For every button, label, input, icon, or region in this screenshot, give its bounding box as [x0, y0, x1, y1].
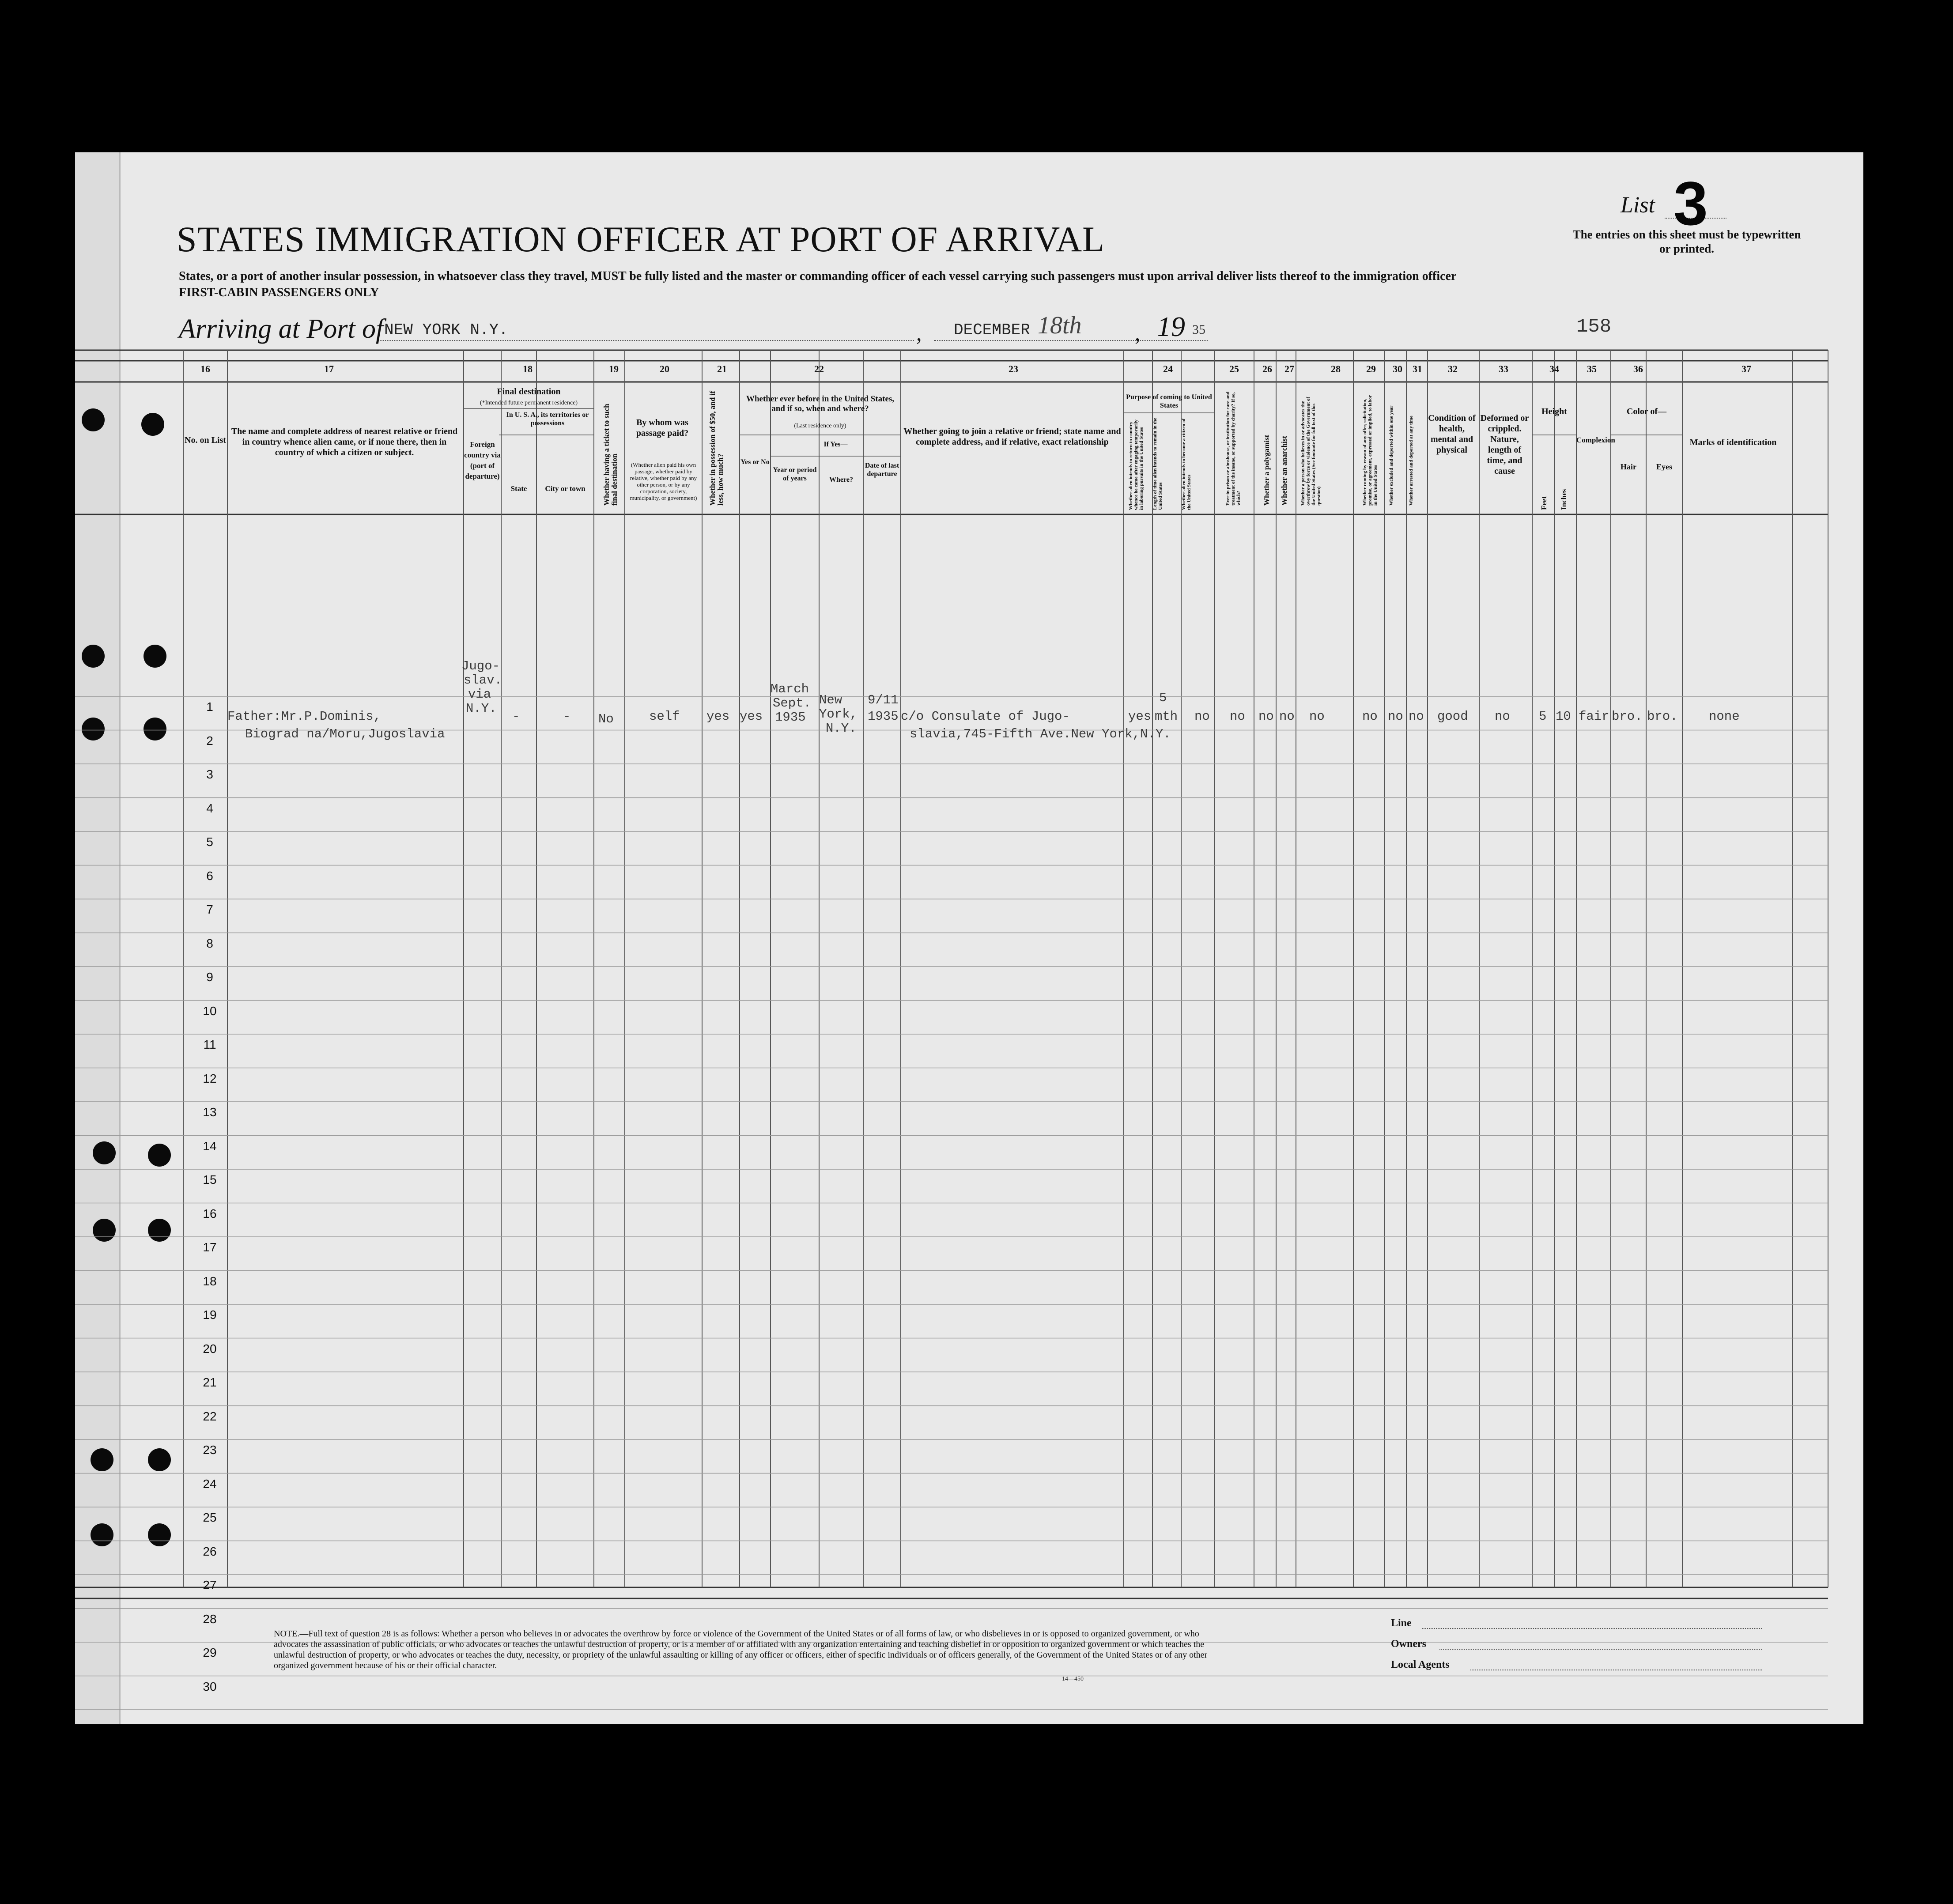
column-number: 22: [814, 363, 824, 374]
header-color-of: Color of—: [1626, 407, 1667, 416]
before-period-3: 1935: [775, 710, 806, 725]
header-hair: Hair: [1621, 462, 1636, 471]
health-value: good: [1437, 709, 1468, 724]
header-city-town: City or town: [545, 484, 586, 493]
row-number: 19: [203, 1308, 217, 1322]
possession-value: yes: [706, 709, 730, 724]
row-number: 30: [203, 1679, 217, 1693]
row-number: 11: [203, 1038, 216, 1051]
relative-address: Biograd na/Moru,Jugoslavia: [245, 727, 445, 741]
header-deported: Whether arrested and deported at any time: [1409, 416, 1414, 506]
owners-field: [1439, 1649, 1762, 1650]
header-if-yes: If Yes—: [824, 441, 848, 448]
before-period-1: March: [771, 682, 809, 696]
row-number: 10: [203, 1004, 217, 1018]
footnote-question-28: NOTE.—Full text of question 28 is as follows: Whether a person who believes in or advocates the overthrow by force or violence of the Government of the United States or of all forms of law, or who disbelieves in or is opposed to organized government, or who advocates the assassination of public officials, or who advocates or teaches the unlawful destruction of property, or is a member of or affiliated with any organization entertaining and teaching disbelief in or opposition to organized government or which teaches the unlawful destruction of property, or who advocates or teaches the duty, necessity, or propriety of the unlawful assaulting or killing of any officer or officers, either of specific individuals or of officers generally, of the Government of the United States or of any other organized government because of his or their official character.: [274, 1629, 1208, 1670]
header-yes-no: Yes or No: [740, 458, 770, 466]
column-number: 16: [200, 363, 210, 374]
column-number: 36: [1633, 363, 1643, 374]
header-where: Where?: [829, 476, 853, 484]
row-number: 27: [203, 1578, 217, 1592]
ticket-value: No: [598, 712, 614, 726]
column-number: 30: [1393, 363, 1402, 374]
overthrow-value: no: [1309, 709, 1325, 724]
header-marks: Marks of identification: [1689, 438, 1777, 447]
port-value: NEW YORK N.Y.: [384, 321, 508, 339]
table-grid: [75, 152, 1863, 1724]
header-foreign-country: Foreign country via (port of departure): [464, 440, 501, 480]
row-number: 5: [206, 835, 213, 849]
column-number: 18: [523, 363, 533, 374]
line-field: [1422, 1628, 1762, 1629]
joining-line-2: slavia,745-Fifth Ave.New York,N.Y.: [910, 727, 1171, 741]
deported-value: no: [1409, 709, 1424, 724]
row-number: 21: [203, 1375, 217, 1389]
row-number: 13: [203, 1105, 217, 1119]
before-where-2: York,: [819, 707, 858, 722]
header-purpose-return: Whether alien intends to return to country whence he came after engaging temporarily in laboring pursuits in the United States: [1128, 419, 1144, 510]
manifest-sheet: [75, 152, 1863, 1724]
before-where-3: N.Y.: [826, 721, 857, 736]
column-number: 19: [609, 363, 619, 374]
form-number: 14—450: [1062, 1676, 1084, 1682]
row-number: 1: [206, 700, 213, 714]
owners-label: Owners: [1391, 1638, 1426, 1650]
row-number: 26: [203, 1544, 217, 1558]
row-number: 8: [206, 936, 213, 950]
stamp-number: 158: [1576, 316, 1612, 338]
instruction-text: States, or a port of another insular possession, in whatsoever class they travel, MUST be fully listed and the master or commanding officer of each vessel carrying such passengers must upon arrival deliver lists thereof to the immigration officer: [179, 269, 1457, 283]
header-overthrow: Whether a person who believes in or advocates the overthrow by force or violence of the Government of the United States (See footnote for full text of this question): [1300, 397, 1322, 506]
prison-value: no: [1230, 709, 1245, 724]
header-length-stay: Length of time alien intends to remain in the United States: [1152, 418, 1163, 510]
arrival-month: DECEMBER: [954, 321, 1030, 339]
foreign-country-3: via: [468, 687, 491, 702]
header-joining: Whether going to join a relative or friend; state name and complete address, and if relative, exact relationship: [903, 427, 1121, 447]
column-number: 33: [1499, 363, 1508, 374]
length-stay-1: 5: [1159, 691, 1167, 705]
city-value: -: [563, 709, 571, 724]
header-complexion: Complexion: [1576, 436, 1615, 444]
row-number: 15: [203, 1173, 217, 1186]
header-labor-offer: Whether coming by reason of any offer, solicitation, promise, or agreement, expressed or implied, to labor in the United States: [1362, 395, 1378, 506]
row-number: 17: [203, 1240, 217, 1254]
header-possession-50: Whether in possession of $50, and if less, how much?: [708, 391, 725, 506]
page-title: STATES IMMIGRATION OFFICER AT PORT OF ARRIVAL: [177, 219, 1105, 259]
header-health: Condition of health, mental and physical: [1428, 413, 1476, 455]
header-deformed: Deformed or crippled. Nature, length of time, and cause: [1480, 413, 1529, 476]
header-feet: Feet: [1540, 496, 1548, 510]
class-note: FIRST-CABIN PASSENGERS ONLY: [179, 286, 379, 299]
excluded-value: no: [1388, 709, 1403, 724]
row-number: 6: [206, 869, 213, 883]
labor-offer-value: no: [1362, 709, 1378, 724]
relative-name: Father:Mr.P.Dominis,: [227, 709, 382, 724]
column-number: 34: [1549, 363, 1559, 374]
header-ticket: Whether having a ticket to such final destination: [602, 404, 619, 506]
before-where-1: New: [819, 693, 842, 707]
column-number: 21: [717, 363, 727, 374]
complexion-value: fair: [1579, 709, 1609, 724]
last-departure-1: 9/11: [868, 693, 899, 707]
column-number: 32: [1448, 363, 1458, 374]
deformed-value: no: [1495, 709, 1510, 724]
row-number: 24: [203, 1477, 217, 1491]
header-in-usa: In U. S. A., its territories or possessions: [506, 411, 589, 427]
header-ever-before-us: Whether ever before in the United States, and if so, when and where?: [746, 394, 895, 413]
header-passage-paid: By whom was passage paid?: [636, 418, 689, 438]
purpose-return-value: yes: [1128, 709, 1152, 724]
polygamist-value: no: [1258, 709, 1274, 724]
list-number: 3: [1673, 169, 1708, 238]
last-departure-2: 1935: [868, 709, 899, 724]
eyes-value: bro.: [1647, 709, 1678, 724]
row-number: 12: [203, 1071, 217, 1085]
header-nearest-relative: The name and complete address of nearest relative or friend in country whence alien came, or if none there, then in country of which a citizen or subject.: [231, 427, 458, 457]
header-last-departure: Date of last departure: [865, 462, 899, 478]
anarchist-value: no: [1279, 709, 1295, 724]
column-number: 17: [324, 363, 334, 374]
row-number: 25: [203, 1511, 217, 1524]
column-number: 27: [1284, 363, 1294, 374]
header-height: Height: [1541, 407, 1567, 416]
column-number: 35: [1587, 363, 1597, 374]
header-eyes: Eyes: [1656, 462, 1672, 471]
column-number: 24: [1163, 363, 1173, 374]
row-number: 14: [203, 1139, 217, 1153]
column-number: 20: [660, 363, 669, 374]
header-anarchist: Whether an anarchist: [1280, 435, 1288, 506]
row-number: 16: [203, 1206, 217, 1220]
hair-value: bro.: [1612, 709, 1643, 724]
header-state: State: [510, 484, 527, 493]
row-number: 3: [206, 767, 213, 781]
header-prison: Ever in prison or almshouse, or institution for care and treatment of the insane, or supported by charity? If so, which?: [1225, 391, 1241, 506]
header-polygamist: Whether a polygamist: [1262, 434, 1271, 506]
row-number: 7: [206, 903, 213, 916]
list-label: List: [1621, 193, 1655, 218]
row-number: 29: [203, 1646, 217, 1659]
typewritten-instruction: The entries on this sheet must be typewritten or printed.: [1572, 228, 1801, 255]
column-number: 28: [1331, 363, 1341, 374]
header-final-destination-sub: (*Intended future permanent residence): [480, 400, 578, 406]
length-stay-2: mth: [1155, 709, 1178, 724]
joining-line-1: c/o Consulate of Jugo-: [901, 709, 1070, 724]
become-citizen-value: no: [1194, 709, 1210, 724]
before-period-2: Sept.: [773, 696, 812, 710]
foreign-country-4: N.Y.: [466, 701, 497, 716]
before-yes-no: yes: [740, 709, 763, 724]
paid-by-value: self: [649, 709, 680, 724]
agents-label: Local Agents: [1391, 1659, 1450, 1670]
header-become-citizen: Whether alien intends to become a citizen of the United States: [1181, 418, 1192, 510]
row-number: 28: [203, 1612, 217, 1626]
year-suffix: 35: [1192, 322, 1205, 337]
row-number: 22: [203, 1409, 217, 1423]
foreign-country-2: slav.: [464, 673, 502, 688]
header-last-residence: (Last residence only): [794, 423, 846, 429]
header-passage-paid-sub: (Whether alien paid his own passage, whether paid by relative, whether paid by any other person, or by any corporation, society, municipality, or government): [630, 461, 697, 501]
column-number: 23: [1009, 363, 1018, 374]
year-prefix: 19: [1157, 311, 1185, 342]
height-feet-value: 5: [1539, 709, 1547, 724]
column-number: 25: [1229, 363, 1239, 374]
column-number: 31: [1413, 363, 1422, 374]
header-inches: Inches: [1560, 489, 1568, 510]
row-number: 9: [206, 970, 213, 984]
header-final-destination: Final destination: [497, 387, 561, 397]
row-number: 23: [203, 1443, 217, 1457]
column-number: 37: [1741, 363, 1751, 374]
arriving-label: Arriving at Port of: [179, 314, 384, 344]
header-period: Year or period of years: [773, 466, 817, 482]
marks-value: none: [1709, 709, 1740, 724]
column-number: 29: [1366, 363, 1376, 374]
line-label: Line: [1391, 1617, 1412, 1629]
comma-separator: ,: [1135, 321, 1141, 345]
column-number: 26: [1262, 363, 1272, 374]
row-number: 4: [206, 801, 213, 815]
header-purpose: Purpose of coming to United States: [1126, 393, 1212, 409]
arrival-day: 18th: [1038, 312, 1082, 339]
height-inches-value: 10: [1556, 709, 1571, 724]
row-number: 2: [206, 733, 213, 748]
row-number: 20: [203, 1341, 217, 1356]
foreign-country-1: Jugo-: [461, 659, 500, 673]
row-number: 18: [203, 1274, 217, 1288]
comma-separator: ,: [916, 321, 922, 345]
header-excluded: Whether excluded and deported within one year: [1389, 405, 1394, 506]
state-value: -: [512, 709, 520, 724]
header-no-on-list: No. on List: [185, 435, 226, 445]
